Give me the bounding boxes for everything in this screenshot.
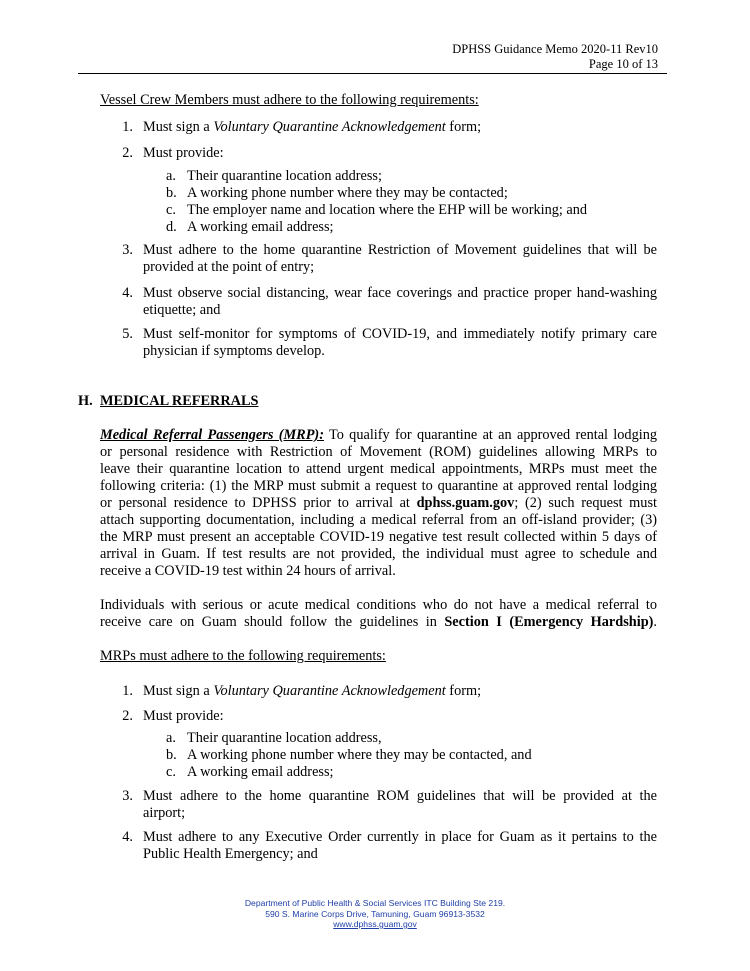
list-item: Must self-monitor for symptoms of COVID-19, and immediately notify primary care [143,326,657,342]
section-letter: H. [78,393,93,409]
section-title: MEDICAL REFERRALS [100,393,259,409]
list-item-cont: provided at the point of entry; [143,259,315,275]
footer-website-link[interactable]: www.dphss.guam.gov [333,919,417,929]
website-bold: dphss.guam.gov [416,495,515,511]
sub-item: A working email address; [187,764,334,780]
sub-letter: c. [166,764,176,780]
sub-item: A working email address; [187,219,334,235]
list-number: 3. [122,242,133,258]
sub-item: A working phone number where they may be contacted, and [187,747,532,763]
list-item: Must provide: [143,708,224,724]
memo-title: DPHSS Guidance Memo 2020-11 Rev10 [452,42,658,56]
sub-item: Their quarantine location address, [187,730,382,746]
list-item: Must sign a Voluntary Quarantine Acknowledgement form; [143,683,482,699]
list-number: 4. [122,829,133,845]
sub-letter: c. [166,202,176,218]
list-item: Must observe social distancing, wear face coverings and practice proper hand-washing [143,285,657,301]
mrp-label: Medical Referral Passengers (MRP): [100,427,324,443]
list-item: Must adhere to the home quarantine ROM guidelines that will be provided at the [143,788,657,804]
list-number: 5. [122,326,133,342]
sub-letter: b. [166,747,177,763]
list-item: Must adhere to the home quarantine Restriction of Movement guidelines that will be [143,242,657,258]
list-number: 1. [122,683,133,699]
sub-letter: d. [166,219,177,235]
list-number: 1. [122,119,133,135]
header-divider [78,73,667,74]
list-number: 2. [122,145,133,161]
sub-item: The employer name and location where the EHP will be working; and [187,202,588,218]
sub-letter: a. [166,168,176,184]
list-item-cont: Public Health Emergency; and [143,846,318,862]
list-item: Must provide: [143,145,224,161]
sub-item: A working phone number where they may be contacted; [187,185,508,201]
list-item: Must sign a Voluntary Quarantine Acknowledgement form; [143,119,482,135]
sub-item: Their quarantine location address; [187,168,382,184]
footer-address: 590 S. Marine Corps Drive, Tamuning, Guam 96913-3532 [265,908,485,919]
list-item: Must adhere to any Executive Order currently in place for Guam as it pertains to the [143,829,657,845]
list-item-cont: airport; [143,805,186,821]
list-number: 3. [122,788,133,804]
list-item-cont: physician if symptoms develop. [143,343,325,359]
mrp-intro: MRPs must adhere to the following requirements: [100,648,386,664]
list-item-cont: etiquette; and [143,302,221,318]
list-number: 4. [122,285,133,301]
sub-letter: a. [166,730,176,746]
page-number: Page 10 of 13 [588,57,658,71]
list-number: 2. [122,708,133,724]
page-header [452,42,658,72]
footer-department: Department of Public Health & Social Services ITC Building Ste 219. [244,898,506,908]
vessel-intro: Vessel Crew Members must adhere to the following requirements: [100,92,479,108]
sub-letter: b. [166,185,177,201]
page-footer [0,898,750,930]
